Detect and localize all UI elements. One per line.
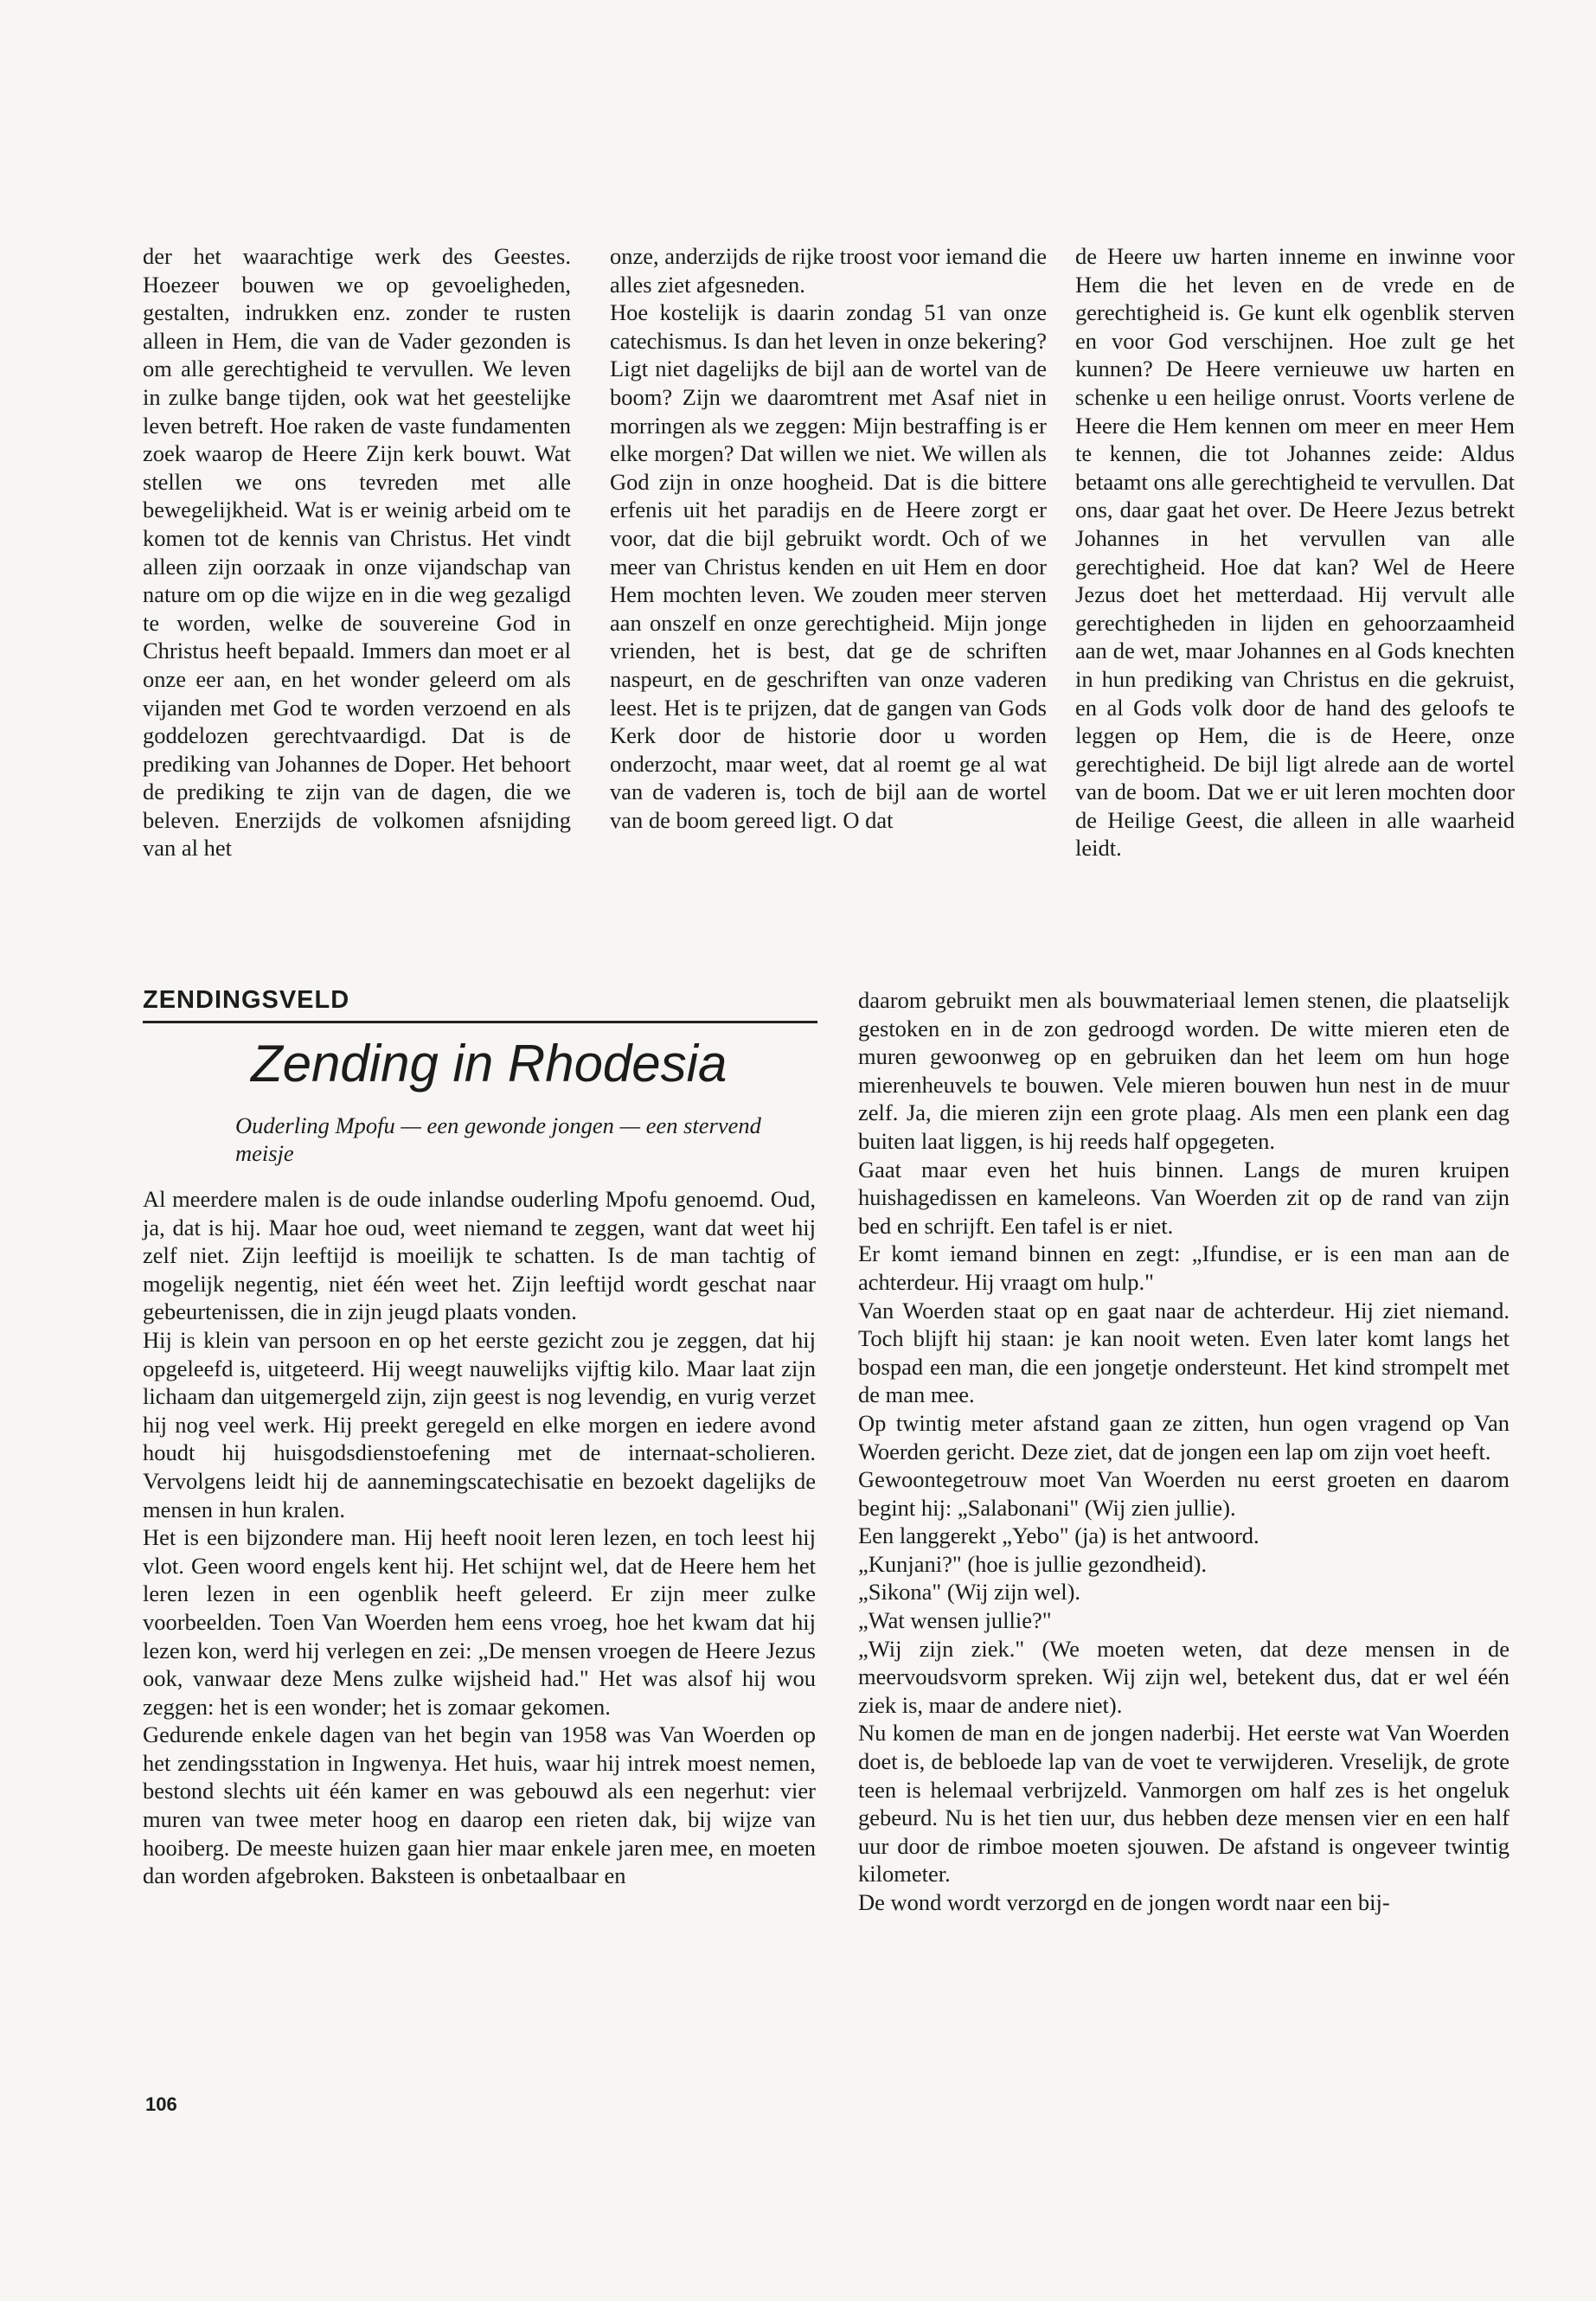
paragraph: De wond wordt verzorgd en de jongen wordt naar een bij- — [858, 1889, 1390, 1915]
page-number: 106 — [145, 2093, 177, 2115]
paragraph: „Wat wensen jullie?" — [858, 1607, 1052, 1634]
paragraph: Gedurende enkele dagen van het begin van 1958 was Van Woerden op het zendingsstation in Ingwenya. Het huis, waar hij intrek moest nemen, bestond slechts uit één kamer en was gebouwd als een negerhut: vier muren van twee meter hoog en daarop een rieten dak, bij wijze van hooiberg. De meeste huizen gaan hier maar enkele jaren mee, en moeten dan worden afgebroken. Baksteen is onbetaalbaar en — [143, 1721, 816, 1889]
top-column-3 — [1075, 242, 1515, 862]
article-column-2 — [858, 986, 1509, 1917]
top-column-1 — [143, 242, 571, 862]
paragraph: der het waarachtige werk des Geestes. Hoezeer bouwen we op gevoeligheden, gestalten, indrukken enz. zonder te rusten alleen in Hem, die van de Vader gezonden is om alle gerechtigheid te vervullen. We leven in zulke bange tijden, ook wat het geestelijke leven betreft. Hoe raken de vaste fundamenten zoek waarop de Heere Zijn kerk bouwt. Wat stellen we ons tevreden met alle bewegelijkheid. Wat is er weinig arbeid om te komen tot de kennis van Christus. Het vindt alleen zijn oorzaak in onze vijandschap van nature om op die wijze en in die weg gezaligd te worden, welke de souvereine God in Christus heeft bepaald. Immers dan moet er al onze eer aan, en het wonder geleerd om als vijanden met God te worden verzoend en als goddelozen gerechtvaardigd. Dat is de prediking van Johannes de Doper. Het behoort de prediking te zijn van de dagen, die we beleven. Enerzijds de volkomen afsnijding van al het — [143, 243, 571, 862]
article-column-1 — [143, 1185, 816, 1890]
paragraph: Het is een bijzondere man. Hij heeft nooit leren lezen, en toch leest hij vlot. Geen woord engels kent hij. Het schijnt wel, dat de Heere hem het leren lezen in een ogenblik heeft geleerd. Er zijn meer zulke voorbeelden. Toen Van Woerden hem eens vroeg, hoe het kwam dat hij lezen kon, werd hij verlegen en zei: „De mensen vroegen de Heere Jezus ook, vanwaar deze Mens zulke wijsheid had." Het was alsof hij wou zeggen: het is een wonder; het is zomaar gekomen. — [143, 1524, 816, 1720]
paragraph: daarom gebruikt men als bouwmateriaal lemen stenen, die plaatselijk gestoken en in de zon gedroogd worden. De witte mieren eten de muren gewoonweg op en gebruiken dan het leem om hun hoge mierenheuvels te bouwen. Vele mieren bouwen hun nest in de muur zelf. Ja, die mieren zijn een grote plaag. Als men een plank een dag buiten laat liggen, is hij reeds half opgegeten. — [858, 987, 1509, 1154]
paragraph: „Sikona" (Wij zijn wel). — [858, 1579, 1081, 1606]
paragraph: Nu komen de man en de jongen naderbij. Het eerste wat Van Woerden doet is, de bebloede lap van de voet te verwijderen. Vreselijk, de grote teen is helemaal verbrijzeld. Vanmorgen om half zes is het ongeluk gebeurd. Nu is het tien uur, dus hebben deze mensen vier en een half uur door de rimboe moeten sjouwen. De afstand is ongeveer twintig kilometer. — [858, 1720, 1509, 1888]
paragraph: Er komt iemand binnen en zegt: „Ifundise, er is een man aan de achterdeur. Hij vraagt om hulp." — [858, 1240, 1509, 1295]
paragraph: „Wij zijn ziek." (We moeten weten, dat deze mensen in de meervoudsvorm spreken. Wij zijn wel, betekent dus, dat er wel één ziek is, maar de andere niet). — [858, 1635, 1509, 1718]
section-label: ZENDINGSVELD — [143, 986, 350, 1014]
article-subtitle: Ouderling Mpofu — een gewonde jongen — een stervend meisje — [235, 1112, 761, 1166]
article-headline: Zending in Rhodesia — [251, 1035, 727, 1093]
paragraph: Van Woerden staat op en gaat naar de achterdeur. Hij ziet niemand. Toch blijft hij staan: je kan nooit weten. Even later komt langs het bospad een man, die een jongetje ondersteunt. Het kind strompelt met de man mee. — [858, 1297, 1509, 1408]
paragraph: „Kunjani?" (hoe is jullie gezondheid). — [858, 1550, 1208, 1577]
paragraph: Gaat maar even het huis binnen. Langs de muren kruipen huishagedissen en kameleons. Van Woerden zit op de rand van zijn bed en schrijft. Een tafel is er niet. — [858, 1156, 1509, 1239]
top-column-2 — [610, 242, 1047, 834]
paragraph: Al meerdere malen is de oude inlandse ouderling Mpofu genoemd. Oud, ja, dat is hij. Maar hoe oud, weet niemand te zeggen, want dat weet hij zelf niet. Zijn leeftijd is moeilijk te schatten. Is de man tachtig of mogelijk negentig, niet één weet het. Zijn leeftijd wordt geschat naar gebeurtenissen, die in zijn jeugd plaats vonden. — [143, 1186, 816, 1325]
paragraph: de Heere uw harten inneme en inwinne voor Hem die het leven en de vrede en de gerechtigheid is. Ge kunt elk ogenblik sterven en voor God verschijnen. Hoe zult ge het kunnen? De Heere vernieuwe uw harten en schenke u een heilige onrust. Voorts verlene de Heere die Hem kennen om meer en meer Hem te kennen, die tot Johannes zeide: Aldus betaamt ons alle gerechtigheid te vervullen. Dat ons, daar gaat het over. De Heere Jezus betrekt Johannes in het vervullen van alle gerechtigheid. Hoe dat kan? Wel de Heere Jezus doet het metterdaad. Hij vervult alle gerechtigheden in lijden en gehoorzaamheid aan de wet, maar Johannes en al Gods knechten in hun prediking van Christus en die gekruist, en al Gods volk door de hand des geloofs te leggen op Hem, die is de Heere, onze gerechtigheid. De bijl ligt alrede aan de wortel van de boom. Dat we er uit leren mochten door de Heilige Geest, die alleen in alle waarheid leidt. — [1075, 243, 1515, 862]
section-rule — [143, 1021, 817, 1023]
paragraph: Hoe kostelijk is daarin zondag 51 van onze catechismus. Is dan het leven in onze bekering? Ligt niet dagelijks de bijl aan de wortel van de boom? Zijn we daaromtrent met Asaf niet in morringen als we zeggen: Mijn bestraffing is er elke morgen? Dat willen we niet. We willen als God zijn in onze hoogheid. Dat is die bittere erfenis uit het paradijs en de Heere zorgt er voor, dat die bijl gebruikt wordt. Och of we meer van Christus kenden en uit Hem en door Hem mochten leven. We zouden meer sterven aan onszelf en onze gerechtigheid. Mijn jonge vrienden, het is best, dat ge de schriften naspeurt, en de geschriften van onze vaderen leest. Het is te prijzen, dat de gangen van Gods Kerk door de historie door u worden onderzocht, maar weet, dat al roemt ge al wat van de vaderen is, toch de bijl aan de wortel van de boom gereed ligt. O dat — [610, 299, 1047, 833]
paragraph: Hij is klein van persoon en op het eerste gezicht zou je zeggen, dat hij opgeleefd is, uitgeteerd. Hij weegt nauwelijks vijftig kilo. Maar laat zijn lichaam dan uitgemergeld zijn, zijn geest is nog levendig, en vurig verzet hij nog veel werk. Hij preekt geregeld en elke morgen en iedere avond houdt hij huisgodsdienstoefening met de internaat-scholieren. Vervolgens leidt hij de aannemingscatechisatie en bezoekt dagelijks de mensen in hun kralen. — [143, 1326, 816, 1522]
paragraph: onze, anderzijds de rijke troost voor iemand die alles ziet afgesneden. — [610, 243, 1047, 298]
paragraph: Gewoontegetrouw moet Van Woerden nu eerst groeten en daarom begint hij: „Salabonani" (Wij zien jullie). — [858, 1466, 1509, 1521]
paragraph: Een langgerekt „Yebo" (ja) is het antwoord. — [858, 1522, 1259, 1549]
paragraph: Op twintig meter afstand gaan ze zitten, hun ogen vragend op Van Woerden gericht. Deze ziet, dat de jongen een lap om zijn voet heeft. — [858, 1409, 1509, 1465]
